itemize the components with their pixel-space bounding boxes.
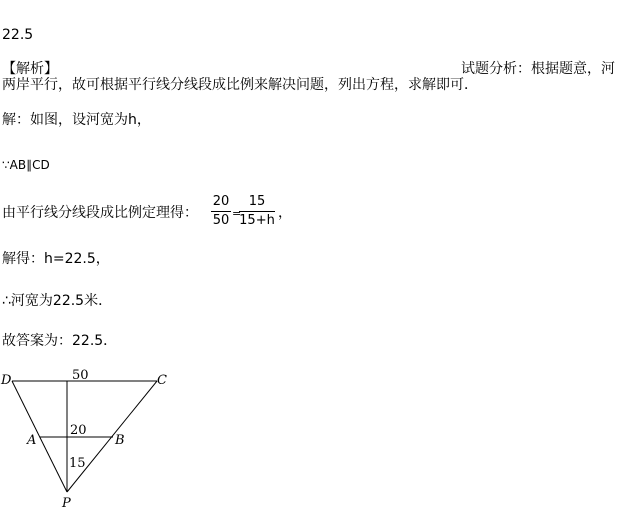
fraction-20-over-50: [211, 194, 231, 229]
final-answer-text: 故答案为：22.5．: [2, 333, 118, 349]
fraction-1-numerator: 20: [212, 194, 230, 209]
label-c: C: [157, 373, 167, 388]
theorem-statement: 由平行线分线段成比例定理得：: [2, 205, 198, 221]
fraction-2-denominator: 15+h: [239, 213, 275, 228]
label-length-15: 15: [69, 456, 86, 471]
label-p: P: [62, 496, 71, 511]
solution-intro: 解：如图，设河宽为h，: [2, 112, 151, 128]
equals-sign: =: [232, 207, 242, 220]
fraction-trailing-comma: ，: [278, 205, 292, 221]
analysis-summary-lead: 试题分析：根据题意，河: [461, 61, 615, 77]
label-b: B: [115, 433, 125, 448]
label-a: A: [27, 433, 37, 448]
analysis-heading: 【解析】: [2, 61, 58, 77]
answer-text: 22.5: [2, 27, 34, 43]
label-length-20: 20: [70, 423, 87, 438]
geometry-figure: [0, 365, 200, 515]
analysis-summary-rest: 两岸平行，故可根据平行线分线段成比例来解决问题，列出方程，求解即可．: [2, 77, 478, 93]
fraction-2-numerator: 15: [248, 194, 266, 209]
label-length-50: 50: [72, 368, 89, 383]
fraction-1-denominator: 50: [212, 213, 230, 228]
given-parallel: ∵AB∥CD: [2, 158, 50, 172]
fraction-1-bar: [211, 211, 231, 212]
conclusion-text: ∴河宽为22.5米．: [2, 293, 113, 309]
label-d: D: [1, 373, 12, 388]
solve-result: 解得：h=22.5，: [2, 251, 110, 267]
fraction-15-over-15-plus-h: [239, 194, 275, 229]
fraction-2-bar: [239, 211, 275, 212]
